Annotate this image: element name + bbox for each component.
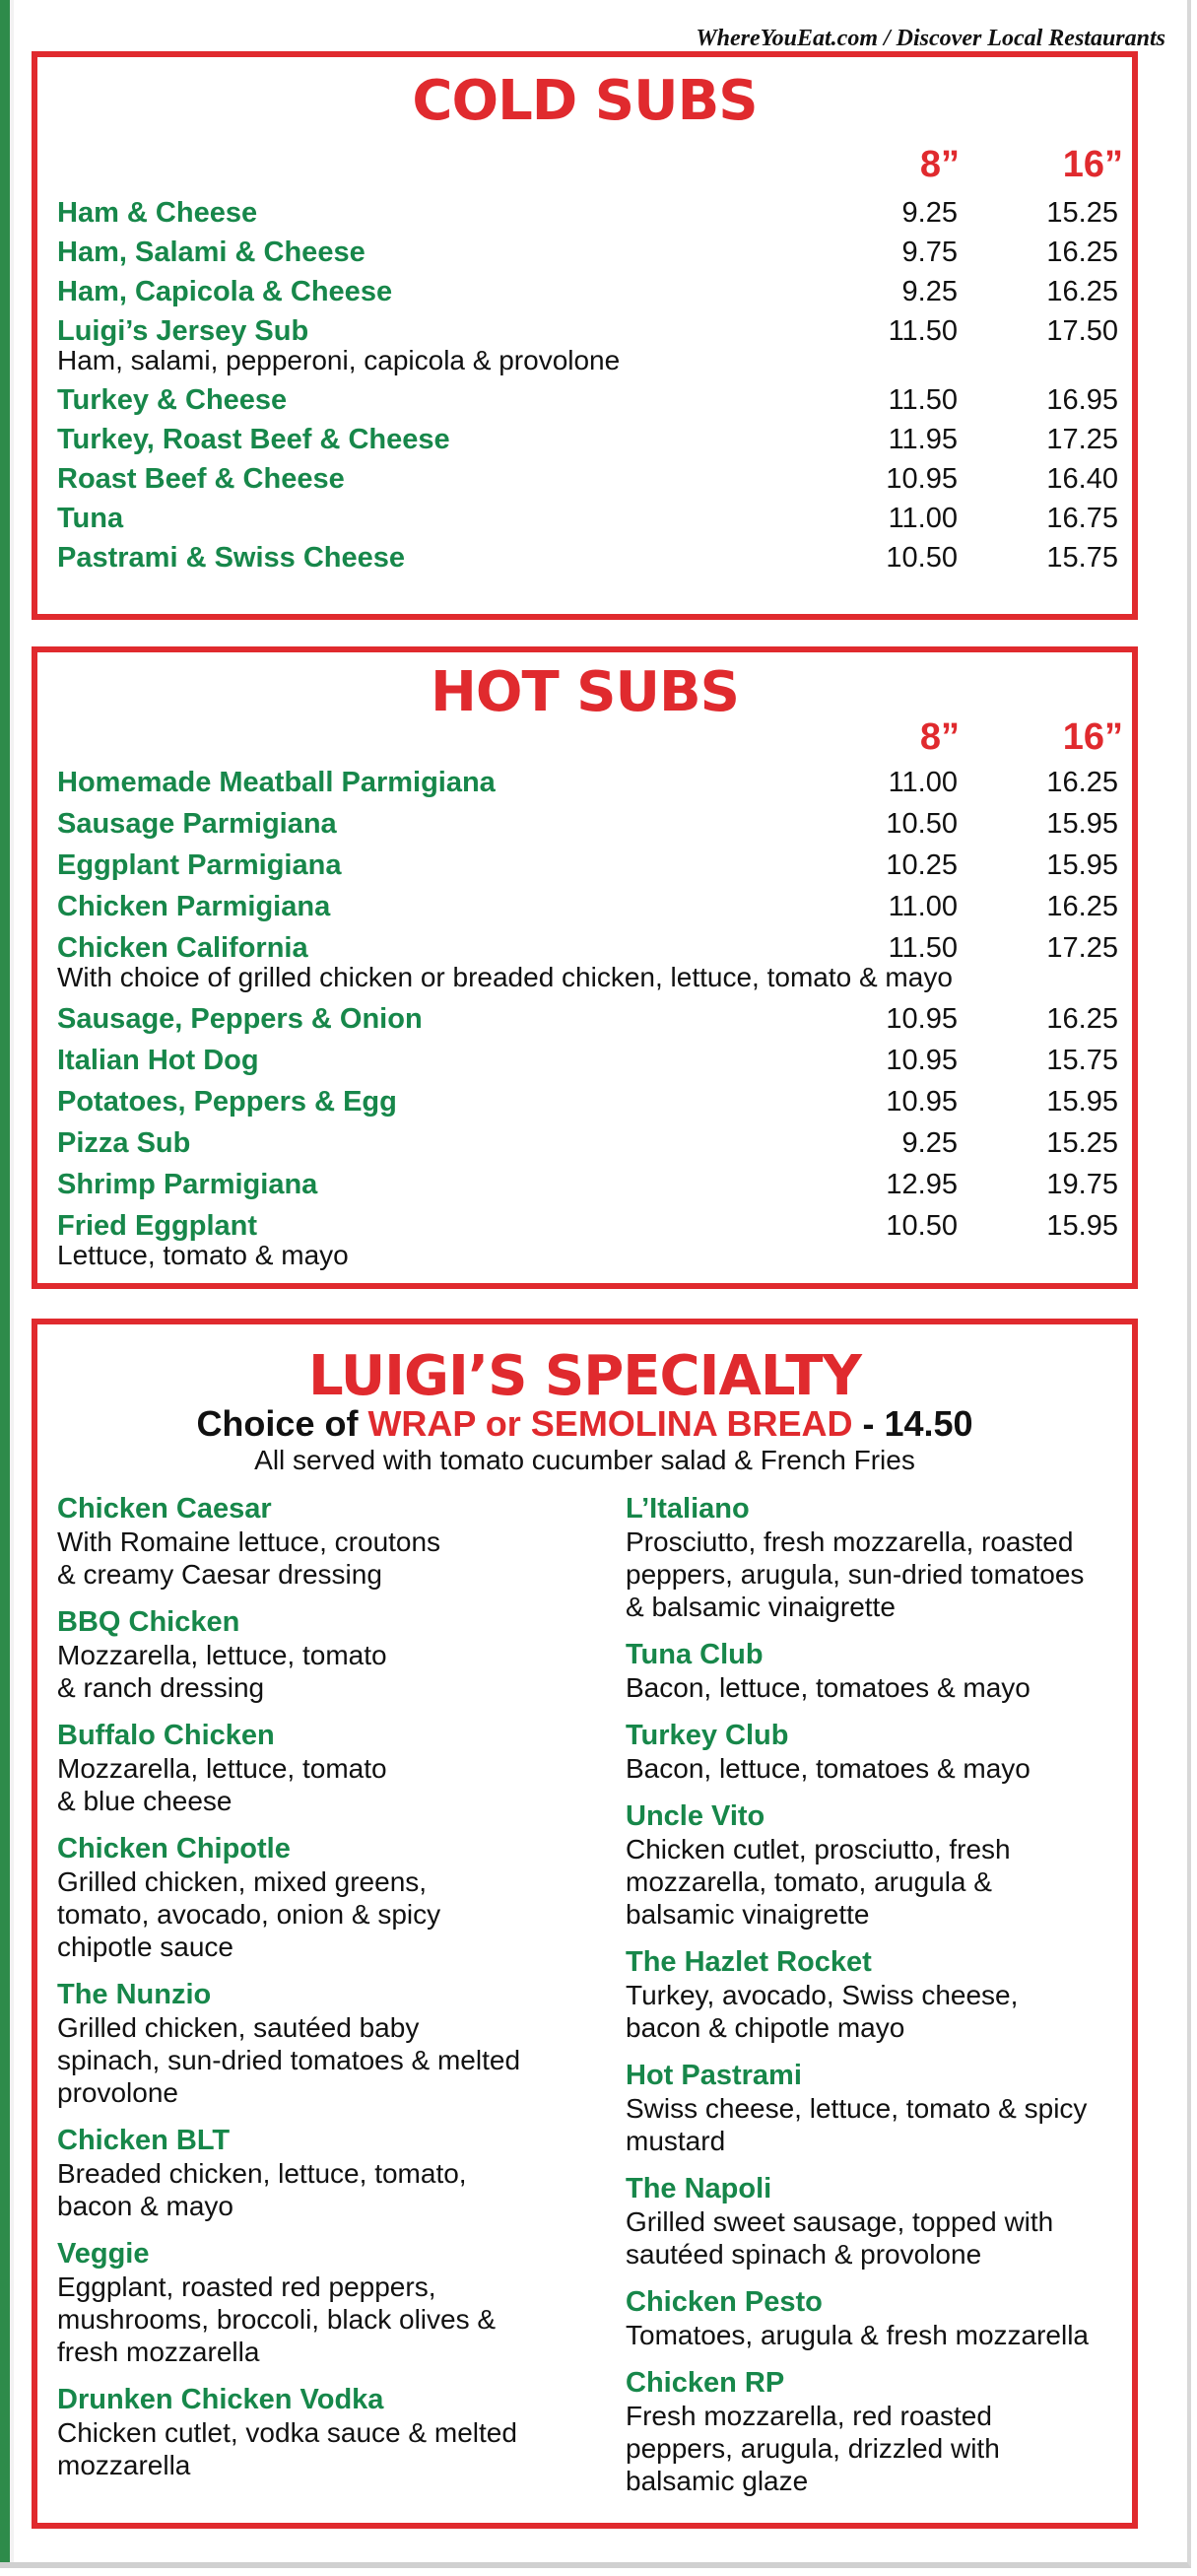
menu-item-potatoes-peppers-egg [57,1086,1118,1127]
price-16-inch: 15.25 [1046,1127,1118,1159]
item-name: Italian Hot Dog [57,1045,259,1076]
item-description-line: provolone [57,2077,178,2108]
item-name: The Nunzio [57,1979,212,2010]
specialty-item-uncle-vito [626,1799,1197,1931]
choice-price: - 14.50 [852,1403,973,1444]
specialty-item-the-hazlet-rocket [626,1945,1197,2044]
specialty-section [32,1319,1138,2529]
price-16-inch: 15.95 [1046,1210,1118,1242]
menu-item-chicken-california [57,932,1118,992]
menu-item-ham-cheese [57,197,1118,237]
item-name: Sausage Parmigiana [57,808,337,840]
item-description-line: bacon & mayo [57,2191,233,2221]
item-name: Ham, Capicola & Cheese [57,276,393,307]
item-description-line: fresh mozzarella [57,2337,260,2367]
item-description-line: peppers, arugula, sun-dried tomatoes [626,1559,1085,1590]
price-8-inch: 9.25 [901,276,958,307]
menu-item-turkey-roast-beef-cheese [57,424,1118,463]
price-8-inch: 10.50 [886,808,958,840]
item-name: Buffalo Chicken [57,1720,275,1751]
item-name: Chicken Caesar [57,1493,272,1525]
item-description-line: Grilled sweet sausage, topped with [626,2206,1054,2237]
item-description-line: tomato, avocado, onion & spicy [57,1899,441,1930]
item-name: Pizza Sub [57,1127,191,1159]
item-name: Turkey, Roast Beef & Cheese [57,424,450,455]
price-16-inch: 16.25 [1046,1003,1118,1035]
item-description-line: peppers, arugula, drizzled with [626,2433,1000,2464]
choice-highlight: WRAP or SEMOLINA BREAD [367,1403,853,1444]
price-16-inch: 16.75 [1046,503,1118,534]
menu-item-chicken-parmigiana [57,891,1118,932]
menu-item-homemade-meatball-parmigiana [57,767,1118,808]
price-8-inch: 10.50 [886,542,958,574]
price-8-inch: 11.50 [888,315,958,347]
item-name: Chicken BLT [57,2125,231,2156]
item-description-line: & balsamic vinaigrette [626,1592,896,1622]
item-description-line: balsamic glaze [626,2466,809,2496]
item-name: Luigi’s Jersey Sub [57,315,309,347]
specialty-item-l-italiano [626,1492,1197,1623]
served-note: All served with tomato cucumber salad & French Fries [254,1445,915,1475]
item-name: Chicken RP [626,2367,785,2399]
site-credit[interactable]: WhereYouEat.com / Discover Local Restaurants [696,26,1165,51]
hot-subs-title: HOT SUBS [431,660,739,724]
specialty-item-turkey-club [626,1719,1197,1785]
item-description: Lettuce, tomato & mayo [57,1240,349,1270]
specialty-item-chicken-blt [57,2124,629,2222]
price-8-inch: 10.95 [886,1086,958,1118]
menu-item-sausage-peppers-onion [57,1003,1118,1045]
menu-item-sausage-parmigiana [57,808,1118,849]
price-16-inch: 19.75 [1046,1169,1118,1200]
price-16-inch: 15.25 [1046,197,1118,229]
specialty-item-chicken-rp [626,2366,1197,2497]
item-name: The Hazlet Rocket [626,1946,872,1978]
item-name: Chicken Pesto [626,2286,823,2318]
price-8-inch: 11.00 [888,503,958,534]
edge-highlight [10,0,14,2562]
item-name: Chicken Parmigiana [57,891,331,922]
item-name: Fried Eggplant [57,1210,257,1242]
menu-item-tuna [57,503,1118,542]
item-description-line: & ranch dressing [57,1672,265,1703]
item-name: Tuna [57,503,124,534]
price-8-inch: 11.00 [888,767,958,798]
item-name: Chicken California [57,932,308,964]
item-name: Eggplant Parmigiana [57,849,342,881]
cold-subs-title: COLD SUBS [412,69,758,133]
choice-line [37,1403,1132,1445]
item-description-line: chipotle sauce [57,1932,234,1962]
menu-item-pizza-sub [57,1127,1118,1169]
price-8-inch: 11.50 [888,932,958,964]
price-8-inch: 10.25 [886,849,958,881]
item-description-line: Breaded chicken, lettuce, tomato, [57,2158,467,2189]
item-name: Shrimp Parmigiana [57,1169,318,1200]
price-16-inch: 15.95 [1046,808,1118,840]
price-8-inch: 9.75 [901,237,958,268]
specialty-item-buffalo-chicken [57,1719,629,1817]
specialty-item-drunken-chicken-vodka [57,2383,629,2481]
price-16-inch: 15.75 [1046,1045,1118,1076]
menu-item-shrimp-parmigiana [57,1169,1118,1210]
item-name: Roast Beef & Cheese [57,463,345,495]
item-name: Potatoes, Peppers & Egg [57,1086,397,1118]
item-name: Veggie [57,2238,150,2270]
item-description-line: Swiss cheese, lettuce, tomato & spicy [626,2093,1088,2124]
specialty-item-chicken-pesto [626,2285,1197,2351]
item-description-line: Tomatoes, arugula & fresh mozzarella [626,2320,1089,2350]
item-description-line: Bacon, lettuce, tomatoes & mayo [626,1672,1031,1703]
item-description-line: sautéed spinach & provolone [626,2239,982,2270]
price-8-inch: 11.00 [888,891,958,922]
price-16-inch: 15.75 [1046,542,1118,574]
item-description-line: Mozzarella, lettuce, tomato [57,1640,387,1670]
item-description: Ham, salami, pepperoni, capicola & provolone [57,345,621,375]
cold-subs-section [32,51,1138,620]
item-name: Ham, Salami & Cheese [57,237,366,268]
menu-item-fried-eggplant [57,1210,1118,1270]
specialty-item-the-nunzio [57,1978,629,2109]
item-name: Pastrami & Swiss Cheese [57,542,406,574]
item-description-line: Chicken cutlet, prosciutto, fresh [626,1834,1011,1864]
item-name: The Napoli [626,2173,772,2204]
price-8-inch: 10.95 [886,1003,958,1035]
specialty-item-the-napoli [626,2172,1197,2271]
item-name: Sausage, Peppers & Onion [57,1003,423,1035]
price-8-inch: 12.95 [886,1169,958,1200]
item-name: Ham & Cheese [57,197,258,229]
item-description-line: mozzarella [57,2450,191,2480]
item-name: Turkey Club [626,1720,789,1751]
menu-item-ham-salami-cheese [57,237,1118,276]
menu-item-eggplant-parmigiana [57,849,1118,891]
size-8-header: 8” [919,144,960,185]
price-16-inch: 16.40 [1046,463,1118,495]
item-name: Hot Pastrami [626,2060,802,2091]
item-name: BBQ Chicken [57,1606,240,1638]
specialty-item-hot-pastrami [626,2059,1197,2157]
item-name: Uncle Vito [626,1800,765,1832]
price-16-inch: 15.95 [1046,1086,1118,1118]
menu-item-italian-hot-dog [57,1045,1118,1086]
price-8-inch: 11.50 [888,384,958,416]
item-description-line: mushrooms, broccoli, black olives & [57,2304,497,2335]
price-16-inch: 16.25 [1046,767,1118,798]
item-description-line: Grilled chicken, mixed greens, [57,1866,428,1897]
item-name: Chicken Chipotle [57,1833,291,1864]
item-description-line: With Romaine lettuce, croutons [57,1526,441,1557]
item-description: With choice of grilled chicken or breaded chicken, lettuce, tomato & mayo [57,962,953,992]
item-description-line: & creamy Caesar dressing [57,1559,382,1590]
menu-item-turkey-cheese [57,384,1118,424]
item-name: L’Italiano [626,1493,750,1525]
item-name: Tuna Club [626,1639,764,1670]
price-16-inch: 17.25 [1046,932,1118,964]
price-8-inch: 9.25 [901,197,958,229]
item-description-line: Chicken cutlet, vodka sauce & melted [57,2417,517,2448]
item-name: Drunken Chicken Vodka [57,2384,384,2415]
item-description-line: Turkey, avocado, Swiss cheese, [626,1980,1019,2010]
item-description-line: Prosciutto, fresh mozzarella, roasted [626,1526,1074,1557]
specialty-item-tuna-club [626,1638,1197,1704]
item-description-line: spinach, sun-dried tomatoes & melted [57,2045,521,2075]
item-description-line: balsamic vinaigrette [626,1899,870,1930]
item-description-line: Grilled chicken, sautéed baby [57,2012,420,2043]
menu-item-roast-beef-cheese [57,463,1118,503]
price-16-inch: 16.25 [1046,891,1118,922]
menu-item-luigi-s-jersey-sub [57,315,1118,375]
size-16-header: 16” [1062,716,1123,758]
item-description-line: bacon & chipotle mayo [626,2012,905,2043]
price-16-inch: 15.95 [1046,849,1118,881]
specialty-item-chicken-caesar [57,1492,629,1591]
menu-item-pastrami-swiss-cheese [57,542,1118,581]
price-8-inch: 11.95 [888,424,958,455]
price-16-inch: 17.50 [1046,315,1118,347]
price-8-inch: 10.95 [886,1045,958,1076]
item-description-line: Mozzarella, lettuce, tomato [57,1753,387,1784]
specialty-item-chicken-chipotle [57,1832,629,1963]
item-description-line: & blue cheese [57,1786,233,1816]
size-16-header: 16” [1062,144,1123,185]
price-16-inch: 16.95 [1046,384,1118,416]
item-description-line: mozzarella, tomato, arugula & [626,1866,992,1897]
price-16-inch: 16.25 [1046,276,1118,307]
item-name: Homemade Meatball Parmigiana [57,767,496,798]
item-description-line: Fresh mozzarella, red roasted [626,2401,992,2431]
price-8-inch: 10.95 [886,463,958,495]
specialty-item-veggie [57,2237,629,2368]
item-description-line: mustard [626,2126,726,2156]
hot-subs-section [32,646,1138,1289]
price-8-inch: 9.25 [901,1127,958,1159]
price-8-inch: 10.50 [886,1210,958,1242]
item-description-line: Bacon, lettuce, tomatoes & mayo [626,1753,1031,1784]
specialty-item-bbq-chicken [57,1605,629,1704]
size-8-header: 8” [919,716,960,758]
item-description-line: Eggplant, roasted red peppers, [57,2271,436,2302]
price-16-inch: 17.25 [1046,424,1118,455]
menu-item-ham-capicola-cheese [57,276,1118,315]
choice-prefix: Choice of [196,1403,368,1444]
item-name: Turkey & Cheese [57,384,288,416]
price-16-inch: 16.25 [1046,237,1118,268]
specialty-title: LUIGI’S SPECIALTY [308,1344,861,1408]
